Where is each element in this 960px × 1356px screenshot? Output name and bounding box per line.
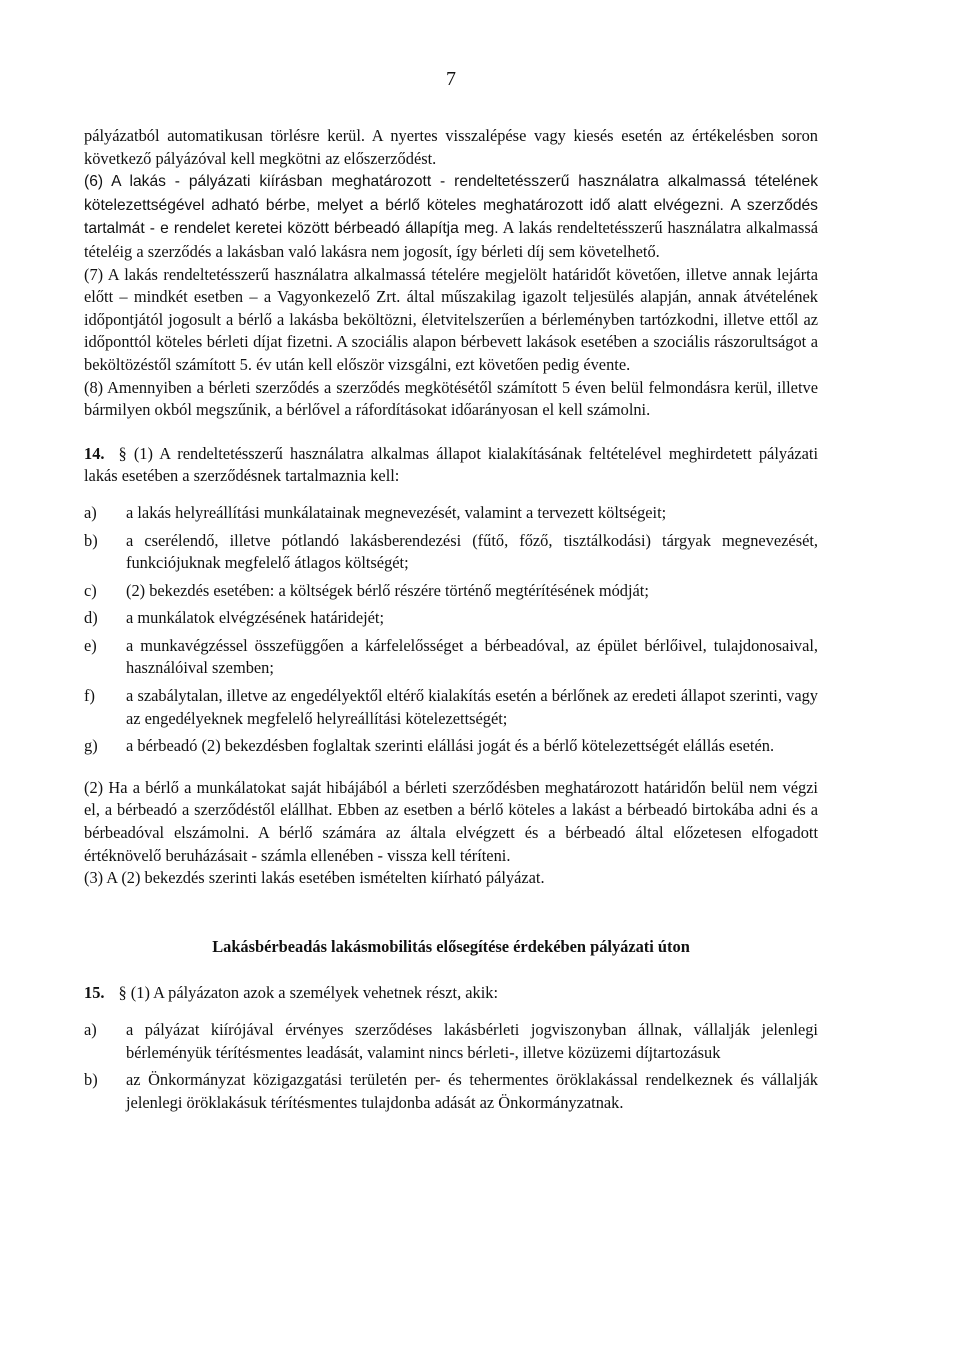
list-item-text: a pályázat kiírójával érvényes szerződéses lakásbérleti jogviszonyban állnak, vállalják jelenlegi bérleményük térítésmentes leadását, valamint nincs bérleti-, illetve közüzemi díjtartozásuk [126,1020,818,1062]
list-item-text: a munkálatok elvégzésének határidejét; [126,608,385,628]
list-item-text: a szabálytalan, illetve az engedélyektől eltérő kialakítás esetén a bérlőnek az eredeti állapot szerinti, vagy az engedélyeknek megfelelő helyreállítási kötelezettségét; [126,686,818,728]
paragraph-6-text: (6) A lakás - pályázati kiírásban meghatározott - rendeltetésszerű használatra alkalmassá tételének kötelezettségével adható bérbe, melyet a bérlő köteles meghatározott idő alatt elvégezni. [84,173,818,214]
section-heading: Lakásbérbeadás lakásmobilitás elősegítése érdekében pályázati úton [212,936,690,956]
list-item-text: a munkavégzéssel összefüggően a kárfelelősséget a bérbeadóval, az épület bérlőivel, tulajdonosaival, használóival szemben; [126,635,818,678]
section-14-number: 14. [84,443,105,463]
section-15-intro-text: § (1) A pályázaton azok a személyek vehetnek részt, akik: [118,983,499,1003]
section-14-intro [84,443,818,488]
list-item [84,502,818,525]
list-item-marker: f) [84,686,95,706]
list-item-marker: a) [84,502,97,522]
list-item-text: (2) bekezdés esetében: a költségek bérlő részére történő megtérítésének módját; [126,580,649,600]
list-item [84,735,818,758]
list-item-marker: g) [84,736,98,756]
section-14-paragraph-2: (2) Ha a bérlő a munkálatokat saját hibájából a bérleti szerződésben meghatározott határidőn belül nem végzi el, a bérbeadó a szerződéstől elállhat. Ebben az esetben a bérlő köteles a lakást a bérbeadó birtokába adni és a bérbeadóval elszámolni. A bérlő számára az általa elvégzett és a bérbeadó által előzetesen elfogadott értéknövelő beruházásait - számla ellenében - vissza kell téríteni. [84,777,818,865]
list-item [84,1019,818,1064]
section-14-paragraph-3: (3) A (2) bekezdés szerinti lakás esetében ismételten kiírható pályázat. [84,868,545,888]
list-item [84,607,818,630]
paragraph-8: (8) Amennyiben a bérleti szerződés a szerződés megkötésétől számított 5 éven belül felmondásra kerül, illetve bármilyen okból megszűnik, a bérlővel a ráfordításokat időarányosan el kell számolni. [84,377,818,420]
list-item-text: a bérbeadó (2) bekezdésben foglaltak szerinti elállási jogát és a bérlő kötelezettségét elállás esetén. [126,736,775,756]
list-item [84,530,818,575]
page-number: 7 [446,68,456,90]
list-item [84,635,818,680]
section-15-number: 15. [84,983,105,1003]
list-item-text: a cserélendő, illetve pótlandó lakásberendezési (fűtő, főző, tisztálkodási) tárgyak megnevezését, funkciójuknak megfelelő átlagos költségét; [126,530,818,573]
list-item [84,1069,818,1114]
paragraph-7: (7) A lakás rendeltetésszerű használatra alkalmassá tételére megjelölt határidőt követően, illetve annak lejárta előtt – mindkét esetben – a Vagyonkezelő Zrt. által műszakilag igazolt teljesülés alapján, annak átvételének időpontjától jogosult a bérlő a lakásba beköltözni, életvitelszerűen a bérleményben tartózkodni, illetve ettől az időponttól köteles bérleti díjat fizetni. A szociális alapon bérbevett lakások esetében a szociális rászorultságot a beköltözéstől számított 5. év után kell először vizsgálni, ezt követően pedig évente. [84,264,818,374]
section-15-list [84,1019,818,1114]
list-item-marker: c) [84,580,97,600]
list-item-marker: b) [84,530,98,550]
list-item [84,580,818,603]
section-14-list [84,502,818,758]
list-item-text: a lakás helyreállítási munkálatainak megnevezését, valamint a tervezett költségeit; [126,502,667,522]
document-body [84,125,818,1119]
list-item-text: az Önkormányzat közigazgatási területén per- és tehermentes öröklakással rendelkeznek és vállalják jelenlegi öröklakásuk térítésmentes tulajdonba adását az Önkormányzatnak. [126,1070,818,1112]
list-item-marker: e) [84,635,97,655]
paragraph-6-contract: A szerződés tartalmát - e rendelet keretei között bérbeadó állapítja meg. [84,196,818,238]
list-item-marker: d) [84,608,98,628]
list-item-marker: a) [84,1020,97,1039]
list-item-marker: b) [84,1070,98,1090]
paragraph-6-tail: A lakás rendeltetésszerű használatra alkalmassá tételéig a szerződés a lakásban való lakásra nem jogosít, így bérleti díj sem követelhető. [84,218,818,261]
paragraph-continuation: pályázatból automatikusan törlésre kerül. A nyertes visszalépése vagy kiesés esetén az értékelésben soron következő pályázóval kell megkötni az előszerződést. [84,126,818,168]
section-15-intro [84,982,818,1005]
list-item [84,685,818,730]
paragraph-6 [84,170,818,263]
section-14-intro-text: § (1) A rendeltetésszerű használatra alkalmas állapot kialakításának feltételével meghirdetett pályázati lakás esetében a szerződésnek tartalmaznia kell: [84,443,818,486]
